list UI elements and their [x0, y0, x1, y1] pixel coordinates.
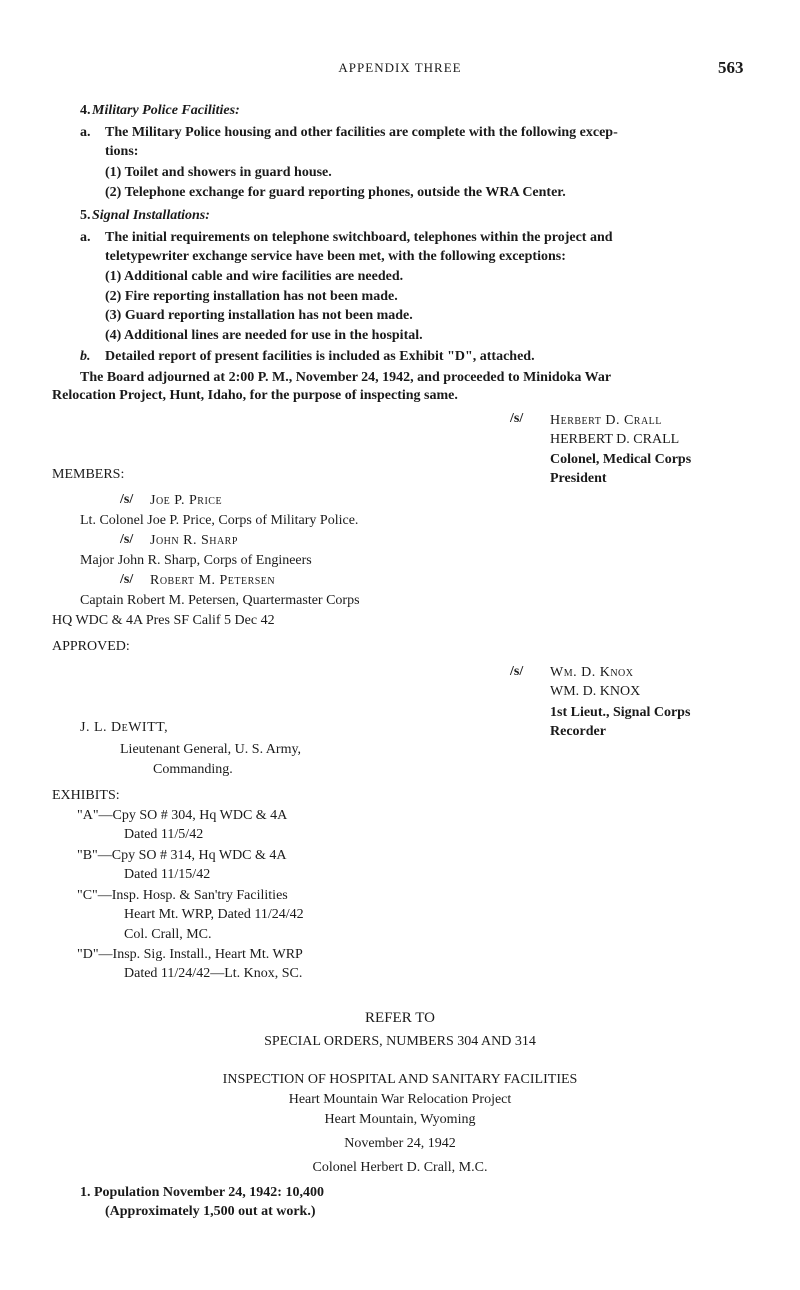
member-2-signed-mark: /s/ [120, 532, 134, 547]
population-line: 1. Population November 24, 1942: 10,400 [80, 1185, 324, 1200]
inspection-officer: Colonel Herbert D. Crall, M.C. [312, 1160, 488, 1175]
member-2-name: Major John R. Sharp, Corps of Engineers [80, 553, 312, 568]
recorder-rank: 1st Lieut., Signal Corps [550, 705, 691, 720]
member-3-signed-mark: /s/ [120, 572, 134, 587]
section-4-a-text-2: tions: [105, 144, 139, 159]
dewitt-role: Commanding. [153, 762, 233, 777]
member-1-signature: Joe P. Price [150, 493, 223, 508]
exhibit-line: Dated 11/5/42 [124, 827, 204, 842]
section-5-item: (2) Fire reporting installation has not been made. [105, 289, 398, 304]
refer-to-heading: REFER TO [365, 1010, 435, 1026]
section-5-b-marker: b. [80, 349, 91, 364]
inspection-date: November 24, 1942 [344, 1136, 456, 1151]
inspection-title: INSPECTION OF HOSPITAL AND SANITARY FACILITIES [222, 1072, 578, 1087]
exhibit-line: Dated 11/15/42 [124, 867, 211, 882]
member-1-signed-mark: /s/ [120, 492, 134, 507]
exhibit-line: "A"—Cpy SO # 304, Hq WDC & 4A [77, 808, 288, 823]
section-5-a-text-2: teletypewriter exchange service have been met, with the following exceptions: [105, 249, 566, 264]
section-4-a-text-1: The Military Police housing and other facilities are complete with the following excep- [105, 125, 618, 140]
section-5-number: 5. [80, 208, 91, 223]
member-3-name: Captain Robert M. Petersen, Quartermaster Corps [80, 593, 360, 608]
adjourn-line-2: Relocation Project, Hunt, Idaho, for the purpose of inspecting same. [52, 388, 458, 403]
president-signed-mark: /s/ [510, 411, 524, 426]
hq-line: HQ WDC & 4A Pres SF Calif 5 Dec 42 [52, 613, 275, 628]
member-3-signature: Robert M. Petersen [150, 573, 276, 588]
page-number: 563 [718, 58, 744, 77]
member-1-name: Lt. Colonel Joe P. Price, Corps of Military Police. [80, 513, 359, 528]
exhibit-line: "C"—Insp. Hosp. & San'try Facilities [77, 888, 288, 903]
section-5-a-marker: a. [80, 230, 91, 245]
section-5-item: (1) Additional cable and wire facilities are needed. [105, 269, 404, 284]
exhibit-line: "D"—Insp. Sig. Install., Heart Mt. WRP [77, 947, 303, 962]
president-signature: Herbert D. Crall [550, 413, 662, 428]
section-5-title: Signal Installations: [92, 208, 210, 223]
approved-heading: APPROVED: [52, 639, 130, 654]
section-4-item: (2) Telephone exchange for guard reporting phones, outside the WRA Center. [105, 185, 566, 200]
recorder-signed-mark: /s/ [510, 664, 524, 679]
recorder-signature: Wm. D. Knox [550, 665, 634, 680]
president-rank: Colonel, Medical Corps [550, 452, 692, 467]
dewitt-rank: Lieutenant General, U. S. Army, [120, 742, 302, 757]
section-4-a-marker: a. [80, 125, 91, 140]
running-title: APPENDIX THREE [338, 60, 462, 75]
special-orders-heading: SPECIAL ORDERS, NUMBERS 304 AND 314 [264, 1034, 536, 1049]
member-2-signature: John R. Sharp [150, 533, 238, 548]
exhibit-line: "B"—Cpy SO # 314, Hq WDC & 4A [77, 848, 287, 863]
section-4-item: (1) Toilet and showers in guard house. [105, 165, 332, 180]
section-5-a-text-1: The initial requirements on telephone switchboard, telephones within the project and [105, 230, 613, 245]
section-5-b-text: Detailed report of present facilities is included as Exhibit "D", attached. [105, 349, 535, 364]
exhibit-line: Dated 11/24/42—Lt. Knox, SC. [124, 966, 303, 981]
president-name: HERBERT D. CRALL [550, 432, 680, 447]
recorder-name: WM. D. KNOX [550, 684, 641, 699]
inspection-project: Heart Mountain War Relocation Project [288, 1092, 512, 1107]
recorder-role: Recorder [550, 724, 606, 739]
dewitt-name: J. L. DeWITT, [80, 720, 169, 735]
population-note: (Approximately 1,500 out at work.) [105, 1204, 316, 1219]
inspection-location: Heart Mountain, Wyoming [324, 1112, 476, 1127]
adjourn-line-1: The Board adjourned at 2:00 P. M., November 24, 1942, and proceeded to Minidoka War [80, 370, 612, 385]
section-4-title: Military Police Facilities: [92, 103, 240, 118]
section-4-number: 4. [80, 103, 91, 118]
members-heading: MEMBERS: [52, 467, 125, 482]
exhibit-line: Heart Mt. WRP, Dated 11/24/42 [124, 907, 304, 922]
president-role: President [550, 471, 607, 486]
exhibits-heading: EXHIBITS: [52, 788, 120, 803]
section-5-item: (3) Guard reporting installation has not been made. [105, 308, 413, 323]
section-5-item: (4) Additional lines are needed for use in the hospital. [105, 328, 423, 343]
exhibit-line: Col. Crall, MC. [124, 927, 212, 942]
